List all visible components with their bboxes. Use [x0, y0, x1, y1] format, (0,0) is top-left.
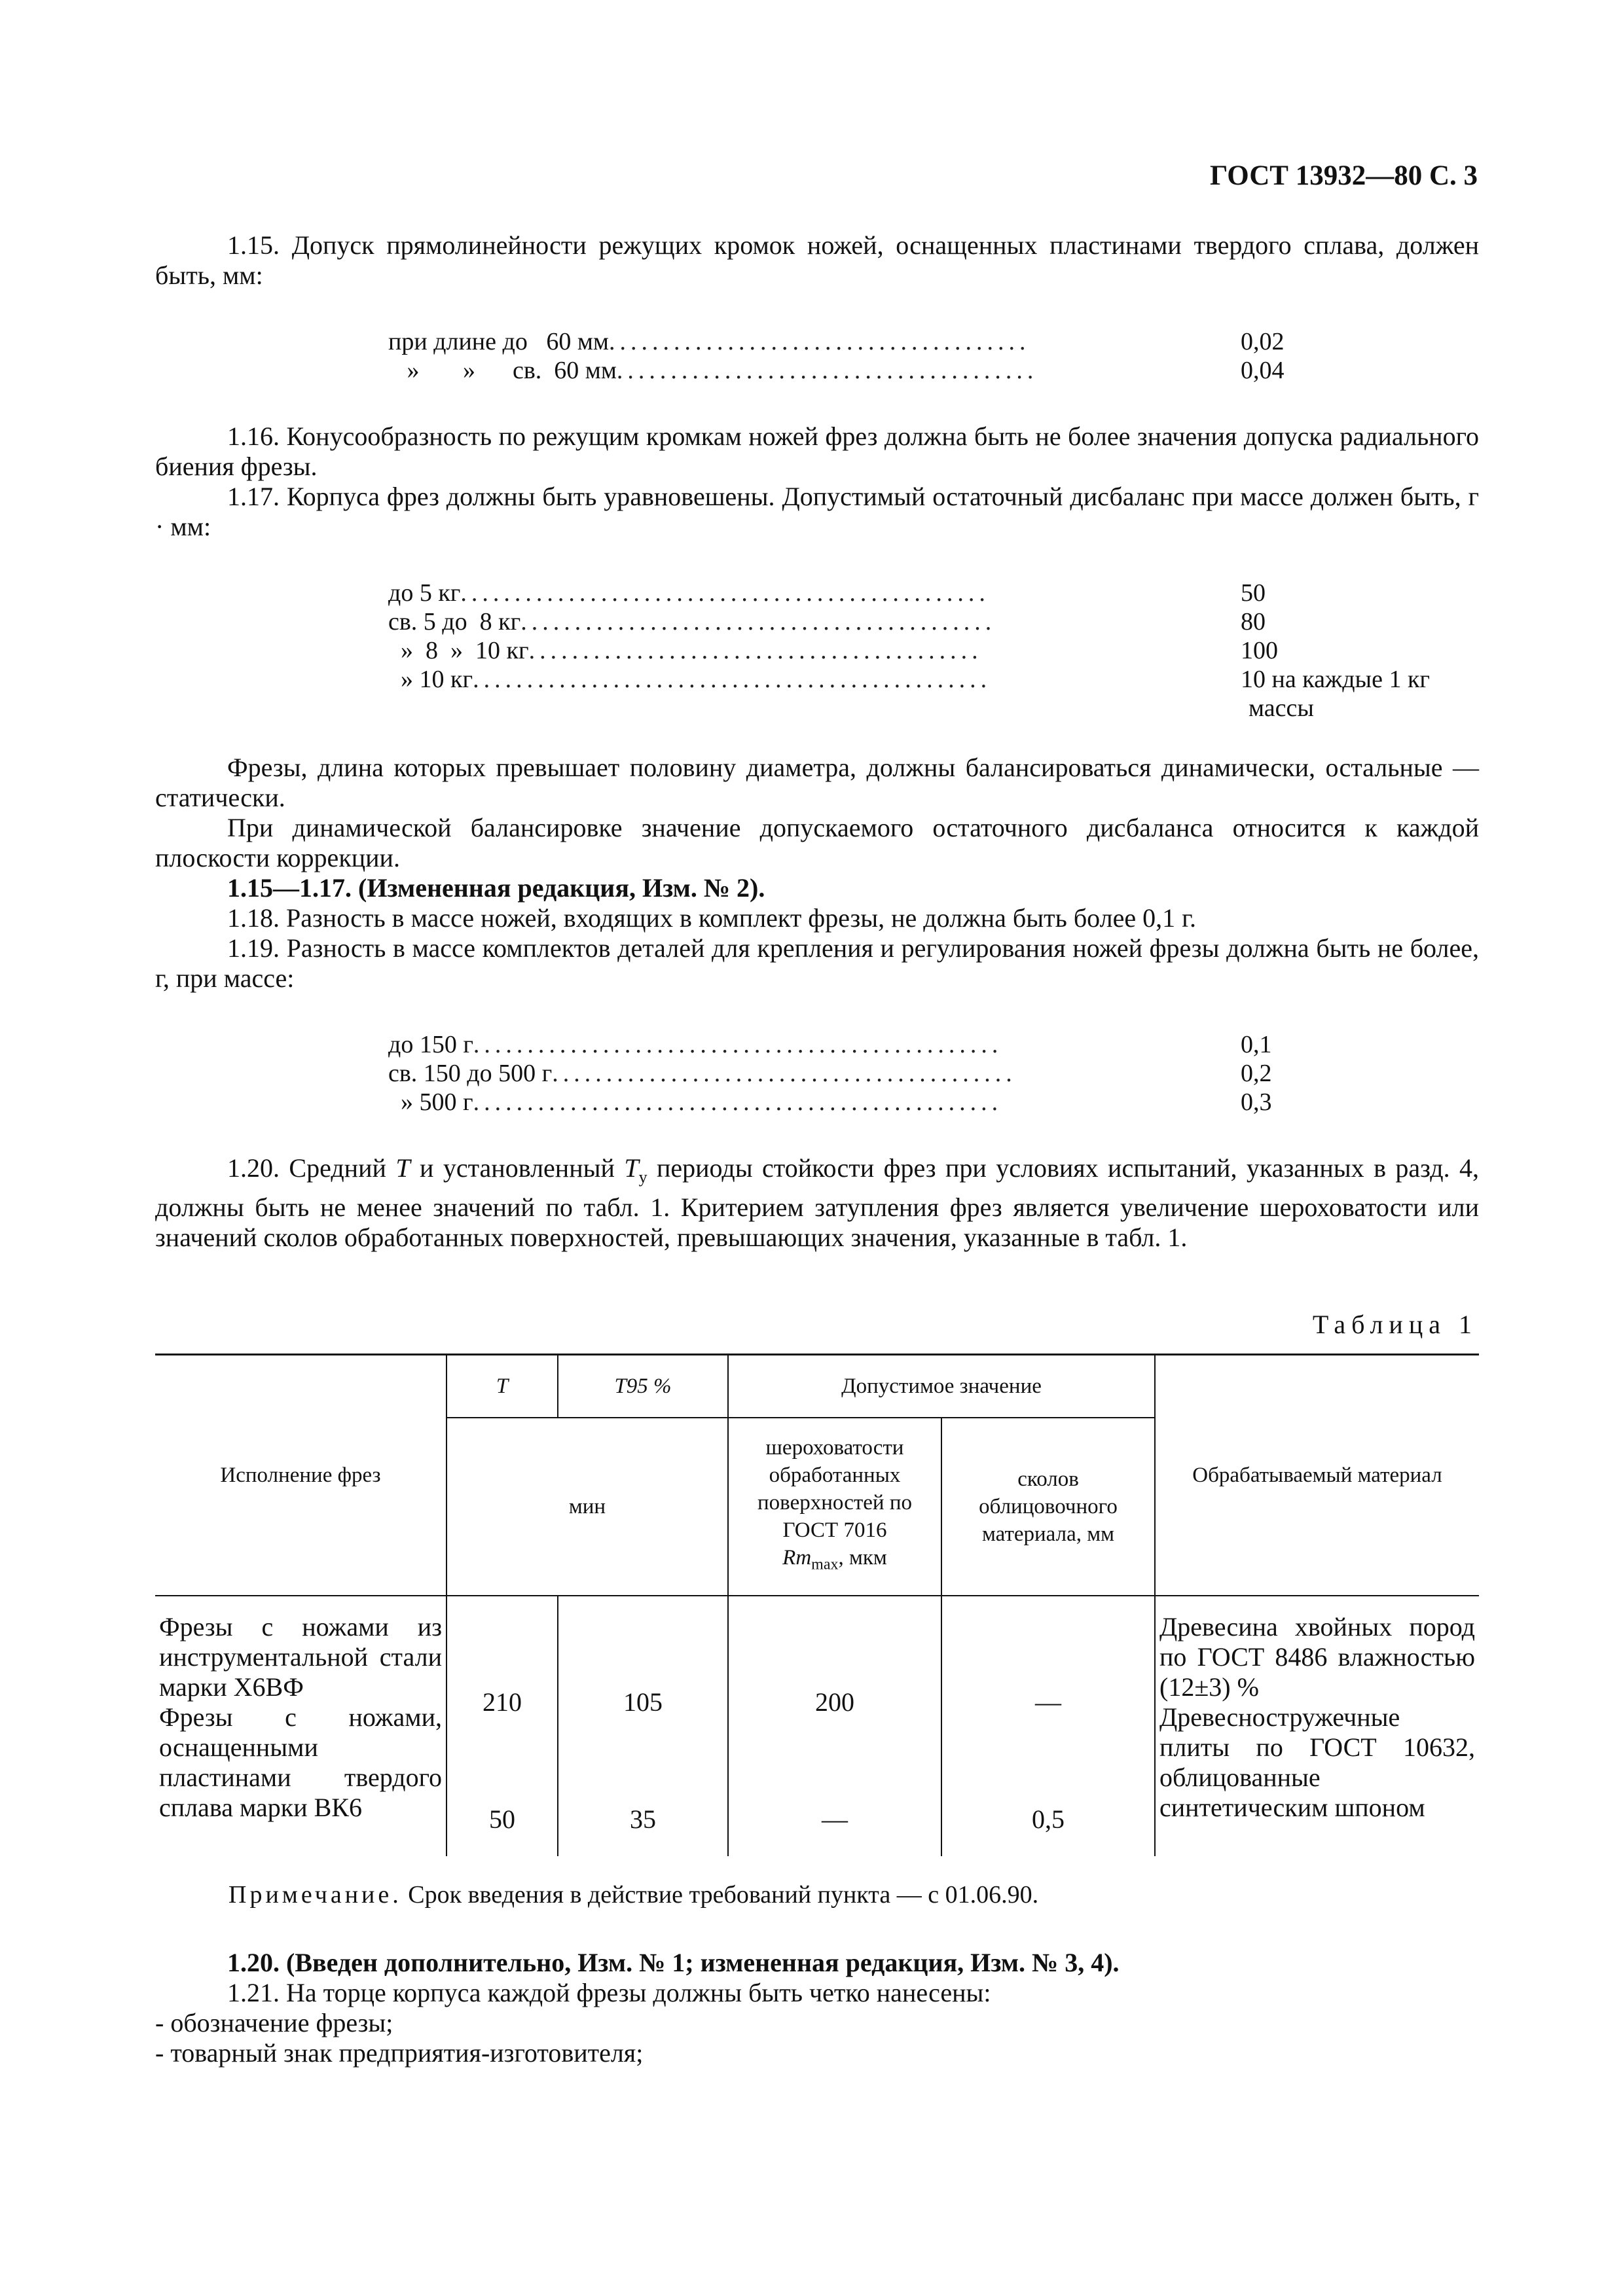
table-note: Примечание. Срок введения в действие требований пункта — с 01.06.90. — [228, 1881, 1039, 1909]
tool-life-table — [155, 1354, 1479, 1856]
cell-T: 210 50 — [447, 1596, 558, 1856]
cell-roughness: 200 — — [728, 1596, 941, 1856]
paragraph-amendment-115-117: 1.15—1.17. (Измененная редакция, Изм. № 2). — [227, 873, 765, 903]
cell-execution: Фрезы с ножами из инструментальной стали марки Х6ВФ Фрезы с ножами, оснащенными пластинами твердого сплава марки ВК6 — [155, 1596, 447, 1856]
list-item: » 10 кг ................................................ 10 на каждые 1 кг — [388, 666, 1430, 693]
list-item: » » св. 60 мм ....................................... 0,04 — [388, 357, 1285, 384]
list-item: до 150 г ................................................. 0,1 — [388, 1031, 1272, 1058]
list-item: св. 5 до 8 кг ............................................ 80 — [388, 608, 1266, 636]
paragraph-correction-plane: При динамической балансировке значение допускаемого остаточного дисбаланса относится к каждой плоскости коррекции. — [155, 813, 1479, 872]
paragraph-dynamic-balance: Фрезы, длина которых превышает половину диаметра, должны балансироваться динамически, остальные — статически. — [155, 753, 1479, 812]
list-item-designation: - обозначение фрезы; — [155, 2008, 393, 2037]
header-execution: Исполнение фрез — [155, 1355, 447, 1596]
paragraph-1-20: 1.20. Средний T и установленный $T_у$ периоды стойкости фрез при условиях испытаний, указанных в разд. 4, должны быть не менее значений по табл. 1. Критерием затупления фрез является увеличение шероховатости или значений сколов обработанных поверхностей, превышающих значения, указанные в табл. 1. — [155, 1153, 1480, 1252]
cell-material: Древесина хвойных пород по ГОСТ 8486 влажностью (12±3) % Древесностружечные плиты по ГОСТ 10632, облицованные синтетическим шпоном — [1155, 1596, 1479, 1856]
table-caption: Таблица 1 — [1312, 1310, 1478, 1339]
list-item: » 8 » 10 кг .......................................... 100 — [388, 637, 1278, 664]
cell-chips: — 0,5 — [941, 1596, 1155, 1856]
list-item-trademark: - товарный знак предприятия-изготовителя; — [155, 2038, 644, 2068]
paragraph-1-17: 1.17. Корпуса фрез должны быть уравновешены. Допустимый остаточный дисбаланс при массе должен быть, г · мм: — [155, 482, 1479, 541]
paragraph-amendment-1-20: 1.20. (Введен дополнительно, Изм. № 1; измененная редакция, Изм. № 3, 4). — [227, 1948, 1120, 1977]
paragraph-1-21: 1.21. На торце корпуса каждой фрезы должны быть четко нанесены: — [227, 1978, 991, 2007]
paragraph-1-18: 1.18. Разность в массе ножей, входящих в комплект фрезы, не должна быть более 0,1 г. — [227, 903, 1197, 933]
header-allowed-value: Допустимое значение — [728, 1355, 1155, 1418]
list-item: » 500 г ................................................. 0,3 — [388, 1088, 1272, 1116]
paragraph-1-19: 1.19. Разность в массе комплектов деталей для крепления и регулирования ножей фрезы должна быть не более, г, при массе: — [155, 933, 1479, 993]
header-T: T — [447, 1355, 558, 1418]
cell-T95: 105 35 — [558, 1596, 728, 1856]
list-item: до 5 кг ................................................. 50 — [388, 579, 1266, 607]
paragraph-1-16: 1.16. Конусообразность по режущим кромкам ножей фрез должна быть не более значения допуска радиального биения фрезы. — [155, 422, 1479, 481]
mass-list — [388, 1030, 1501, 1117]
header-roughness: шероховатости обработанных поверхностей по ГОСТ 7016 $Rm_{max}$, мкм — [728, 1418, 941, 1596]
paragraph-1-15: 1.15. Допуск прямолинейности режущих кромок ножей, оснащенных пластинами твердого сплава, должен быть, мм: — [155, 230, 1479, 290]
page-header: ГОСТ 13932—80 С. 3 — [1209, 160, 1478, 191]
header-min: мин — [447, 1418, 728, 1596]
list-item: при длине до 60 мм ....................................... 0,02 — [388, 328, 1285, 355]
header-material: Обрабатываемый материал — [1155, 1355, 1479, 1596]
list-item: св. 150 до 500 г ........................................... 0,2 — [388, 1060, 1272, 1087]
list-item-continuation: массы — [1249, 694, 1314, 722]
header-T95: T95 % — [558, 1355, 728, 1418]
imbalance-list — [388, 579, 1501, 723]
header-chips: сколов облицовочного материала, мм — [941, 1418, 1155, 1596]
tolerance-list — [388, 327, 1501, 385]
